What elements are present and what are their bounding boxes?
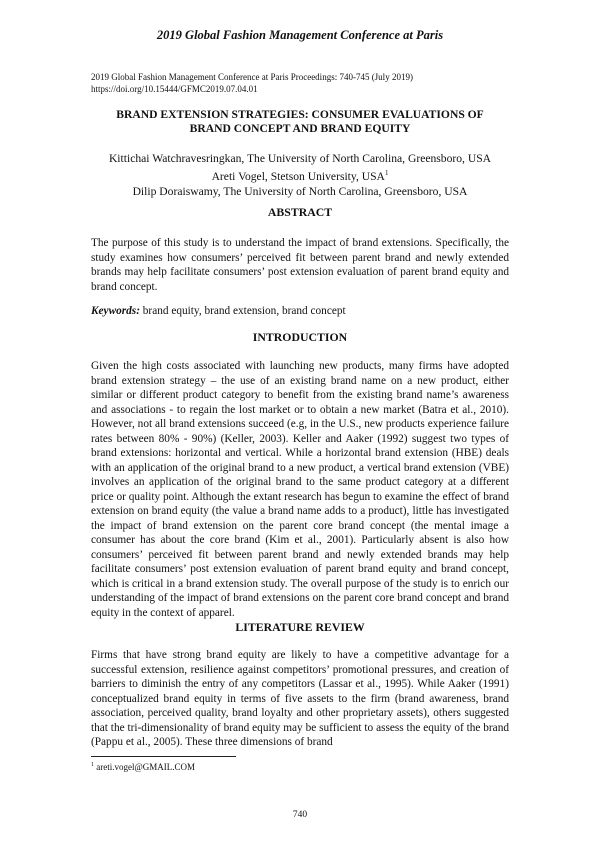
author-1: Kittichai Watchravesringkan, The University of North Carolina, Greensboro, USA bbox=[108, 152, 492, 165]
introduction-text: Given the high costs associated with launching new products, many firms have adopted brand extension strategy – the use of an existing brand name on a new product, either similar or different product category to benefit from the existing brand name’s awareness and associations - to regain the lost market or to obtain a new market (Batra et al., 2010). However, not all brand extensions succeed (e.g, in the U.S., new products experience failure rates between 80% - 90%) (Keller, 2003). Keller and Aaker (1992) suggest two types of brand extensions: horizontal and vertical. While a horizontal brand extension (HBE) deals with an application of the original brand to a new product, a vertical brand extension (VBE) involves an application of the original brand to the same product category at a different price or quality point. Although the extant research has begun to examine the effect of brand extension on brand equity (the value a brand name adds to a product), little has investigated the impact of brand extension on the parent core brand concept (the mental image a consumer has about the core brand (Kim et al., 2001). Particularly absent is also how consumers’ perceived fit between parent brand and newly extended brands may help facilitate consumers’ post extension evaluation of parent brand equity and brand concept, which is critical in a brand extension study. The overall purpose of the study is to enrich our understanding of the impact of brand extensions on the parent core brand concept and brand equity in the context of apparel. bbox=[91, 360, 509, 619]
abstract-heading: ABSTRACT bbox=[267, 205, 333, 219]
author-list bbox=[91, 151, 509, 199]
paper-title-line1: BRAND EXTENSION STRATEGIES: CONSUMER EVALUATIONS OF bbox=[116, 108, 484, 121]
footnote bbox=[91, 762, 195, 772]
author-2 bbox=[91, 166, 509, 184]
page-number: 740 bbox=[292, 810, 308, 820]
footnote-divider bbox=[91, 756, 236, 757]
proceedings-info bbox=[91, 72, 511, 95]
doi-link[interactable]: https://doi.org/10.15444/GFMC2019.07.04.01 bbox=[91, 83, 258, 94]
conference-header: 2019 Global Fashion Management Conference at Paris bbox=[156, 28, 444, 42]
footnote-email[interactable]: areti.vogel@GMAIL.COM bbox=[94, 762, 196, 772]
proceedings-citation: 2019 Global Fashion Management Conference at Paris Proceedings: 740-745 (July 2019) bbox=[91, 72, 413, 82]
abstract-text: The purpose of this study is to understand the impact of brand extensions. Specifically, the study examines how consumers’ perceived fit between parent brand and newly extended brands may help facilitate consumers’ post extension evaluation of parent brand equity and brand concept. bbox=[91, 237, 509, 293]
keywords-label: Keywords: bbox=[91, 305, 140, 317]
author-2-text: Areti Vogel, Stetson University, USA bbox=[211, 169, 385, 183]
author-3: Dilip Doraiswamy, The University of North Carolina, Greensboro, USA bbox=[132, 184, 468, 198]
introduction-heading: INTRODUCTION bbox=[252, 330, 348, 344]
keywords bbox=[91, 305, 509, 317]
literature-review-text: Firms that have strong brand equity are likely to have a competitive advantage for a successful extension, resilience against competitors’ promotional pressures, and creation of barriers to diminish the entry of any competitors (Lassar et al., 1995). While Aaker (1991) conceptualized brand equity in terms of five assets to the firm (brand awareness, brand association, perceived quality, brand loyalty and other proprietary assets), others suggested that the tri-dimensionality of brand equity may be sufficient to assess the equity of the brand (Pappu et al., 2005). These three dimensions of brand bbox=[91, 649, 509, 748]
keywords-text: brand equity, brand extension, brand concept bbox=[139, 305, 346, 317]
paper-title-line2: BRAND CONCEPT AND BRAND EQUITY bbox=[189, 122, 411, 135]
footnote-mark: 1 bbox=[91, 762, 94, 768]
author-footnote-mark: 1 bbox=[384, 169, 389, 177]
paper-title bbox=[91, 108, 509, 136]
literature-review-heading: LITERATURE REVIEW bbox=[235, 620, 365, 634]
